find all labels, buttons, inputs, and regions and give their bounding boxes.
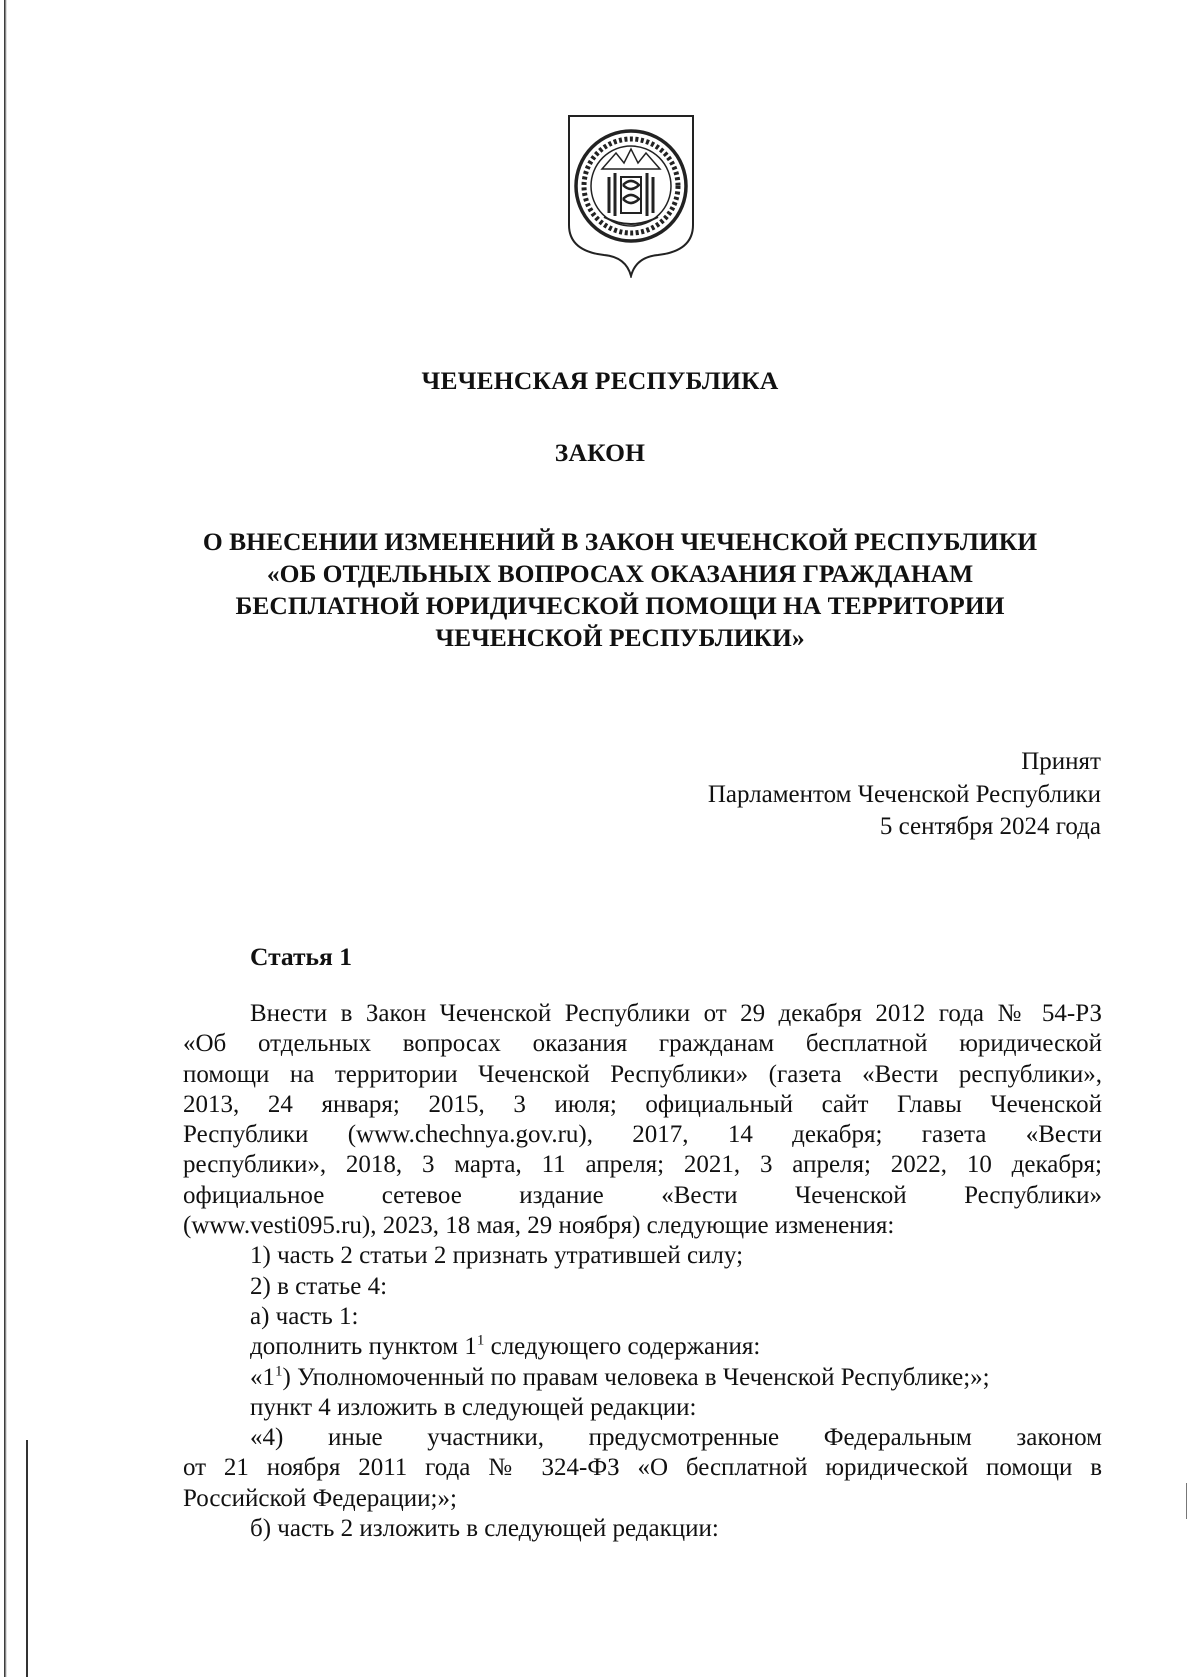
quote-text: ) Уполномоченный по правам человека в Чеченской Республике;»; [282, 1363, 990, 1391]
paragraph-line: (www.vesti095.ru), 2023, 18 мая, 29 ноября) следующие изменения: [183, 1212, 895, 1240]
point4-line: «4) иные участники, предусмотренные Федеральным законом [250, 1424, 1102, 1452]
paragraph-line: Республики (www.chechnya.gov.ru), 2017, 14 декабря; газета «Вести [183, 1121, 1102, 1149]
region-heading: ЧЕЧЕНСКАЯ РЕСПУБЛИКА [421, 366, 779, 395]
point4-line: Российской Федерации;»; [183, 1484, 457, 1512]
quote-text: «1 [250, 1363, 275, 1391]
law-title-line: О ВНЕСЕНИИ ИЗМЕНЕНИЙ В ЗАКОН ЧЕЧЕНСКОЙ РЕСПУБЛИКИ [202, 527, 1038, 556]
superscript: 1 [275, 1363, 283, 1380]
law-title-line: БЕСПЛАТНОЙ ЮРИДИЧЕСКОЙ ПОМОЩИ НА ТЕРРИТОРИИ [235, 591, 1005, 620]
scan-edge-left-inner [26, 1440, 28, 1677]
adoption-line: 5 сентября 2024 года [879, 813, 1101, 840]
item-1: 1) часть 2 статьи 2 признать утратившей силу; [250, 1242, 744, 1270]
paragraph-line: республики», 2018, 3 марта, 11 апреля; 2021, 3 апреля; 2022, 10 декабря; [183, 1151, 1102, 1179]
scan-mark [1186, 1483, 1187, 1519]
scan-edge-left [4, 0, 7, 1677]
law-title-line: «ОБ ОТДЕЛЬНЫХ ВОПРОСАХ ОКАЗАНИЯ ГРАЖДАНАМ [266, 559, 974, 588]
adoption-line: Принят [1021, 748, 1101, 775]
article-heading: Статья 1 [250, 942, 352, 971]
law-title-line: ЧЕЧЕНСКОЙ РЕСПУБЛИКИ» [435, 623, 805, 652]
subitem-b: б) часть 2 изложить в следующей редакции: [250, 1515, 719, 1543]
item-2: 2) в статье 4: [250, 1272, 388, 1300]
adoption-block [708, 746, 1101, 844]
subitem-a: а) часть 1: [250, 1302, 359, 1330]
paragraph-line: официальное сетевое издание «Вести Чеченской Республики» [183, 1181, 1102, 1209]
coat-of-arms-emblem [566, 113, 696, 278]
paragraph-line: Внести в Закон Чеченской Республики от 29 декабря 2012 года № 54-РЗ [250, 1000, 1102, 1027]
paragraph-line: помощи на территории Чеченской Республики» (газета «Вести республики», [183, 1060, 1102, 1088]
add-point-text: следующего содержания: [484, 1333, 761, 1361]
superscript: 1 [476, 1332, 485, 1349]
adoption-line: Парламентом Чеченской Республики [707, 780, 1101, 808]
paragraph-line: 2013, 24 января; 2015, 3 июля; официальный сайт Главы Чеченской [183, 1090, 1102, 1118]
article-body [183, 999, 1102, 1544]
quote-line [183, 1363, 1102, 1393]
point4-line: от 21 ноября 2011 года № 324-ФЗ «О бесплатной юридической помощи в [183, 1454, 1102, 1482]
add-point-line [183, 1332, 1102, 1362]
law-title [150, 526, 1090, 654]
document-type-heading: ЗАКОН [554, 438, 646, 467]
point4-intro: пункт 4 изложить в следующей редакции: [250, 1393, 697, 1421]
paragraph-line: «Об отдельных вопросах оказания гражданам бесплатной юридической [183, 1030, 1102, 1058]
add-point-text: дополнить пунктом 1 [250, 1333, 477, 1361]
